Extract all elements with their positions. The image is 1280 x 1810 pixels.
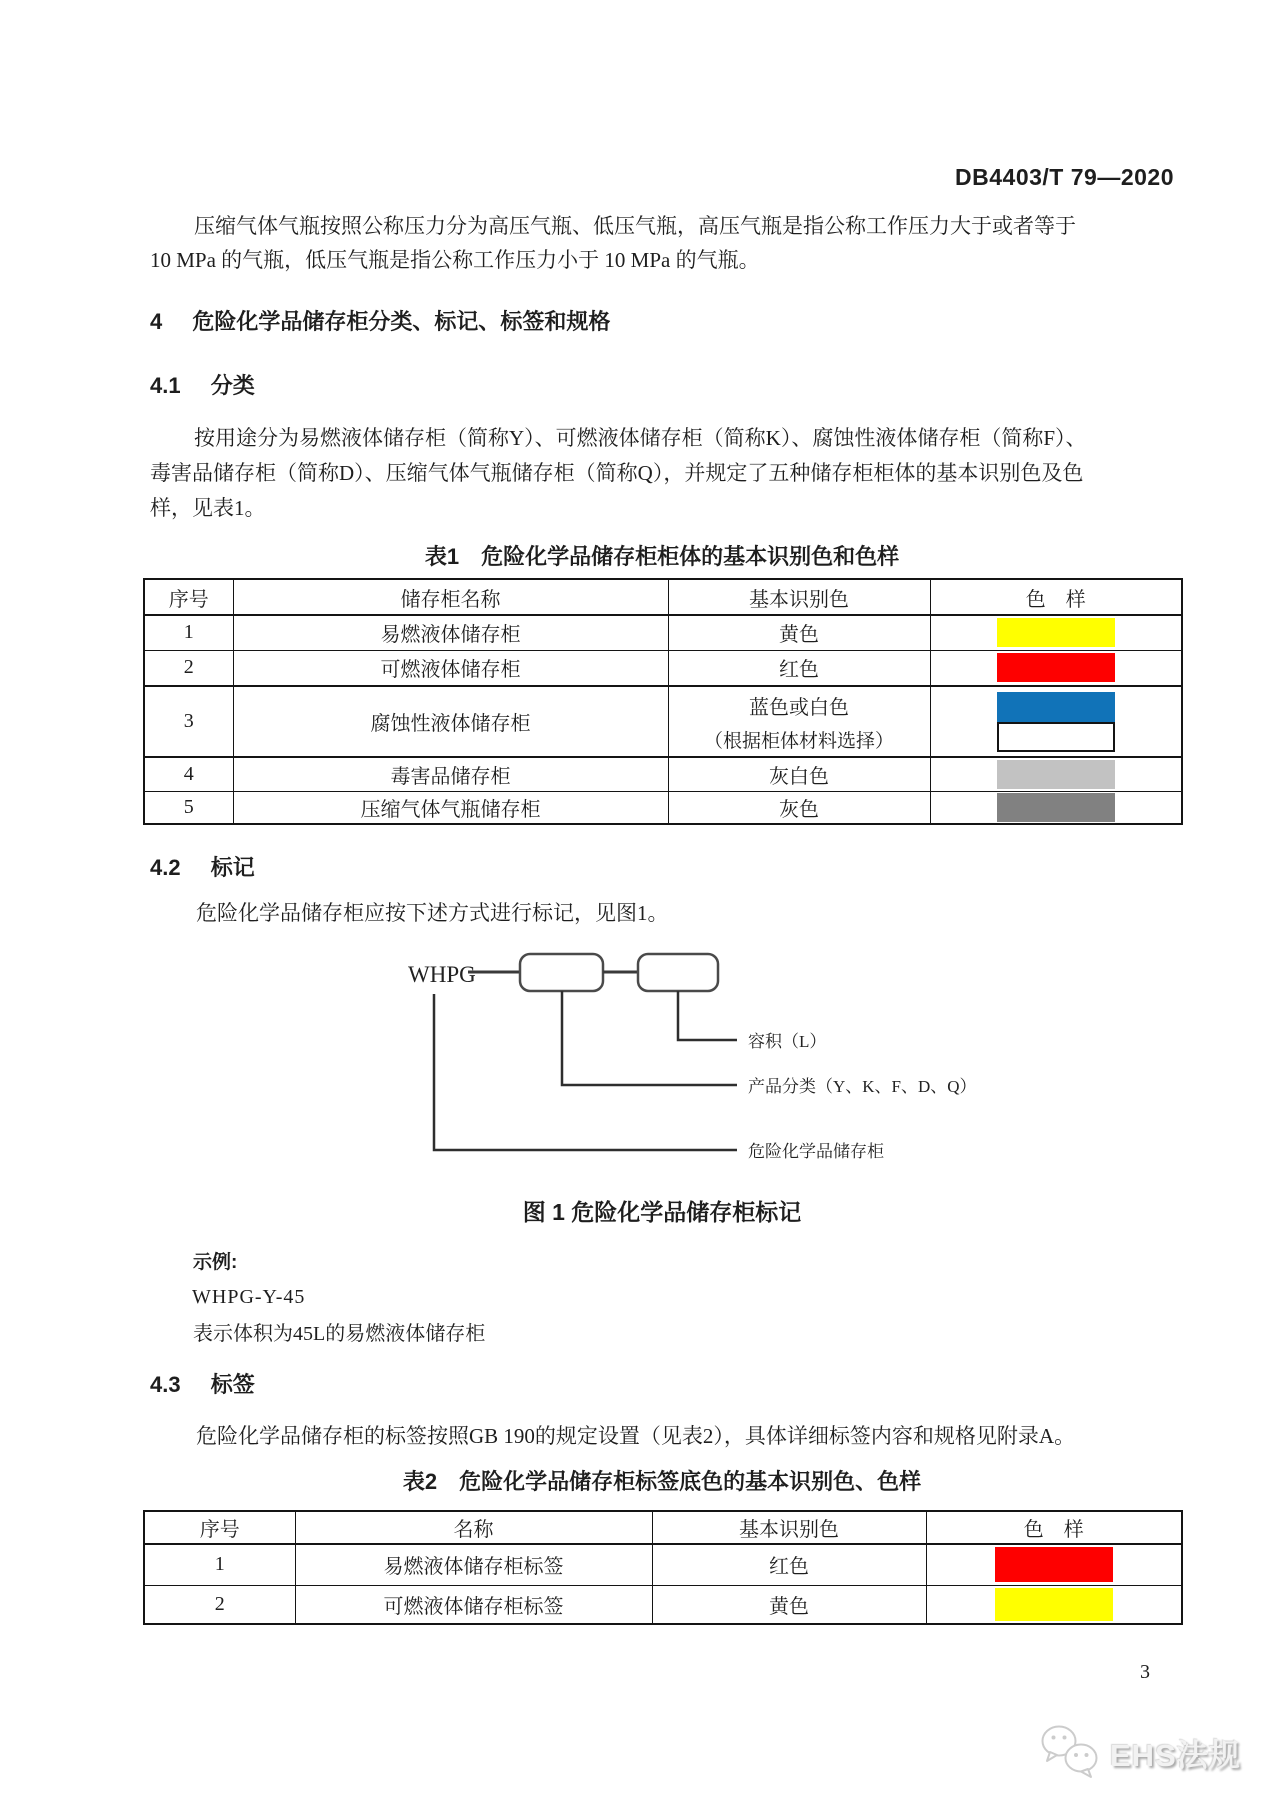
table1-r4-no: 4 [144,757,233,791]
table2-r1-no: 1 [144,1544,295,1585]
table1-r1-color: 黄色 [668,615,930,650]
classification-line-1: 按用途分为易燃液体储存柜（简称Y）、可燃液体储存柜（简称K）、腐蚀性液体储存柜（简称F）、 [194,426,1087,450]
figure1-whpg-label: WHPG [408,962,476,987]
section-4-1-number: 4.1 [150,373,181,398]
table2-r1-swatch-cell [926,1544,1182,1585]
table2-r1-color: 红色 [652,1544,926,1585]
table-row [144,791,1182,824]
section-4-2-number: 4.2 [150,855,181,880]
table1-r1-name: 易燃液体储存柜 [233,615,668,650]
table-row [144,1544,1182,1585]
figure1-caption: 图 1 危险化学品储存柜标记 [522,1199,802,1225]
label-paragraph: 危险化学品储存柜的标签按照GB 190的规定设置（见表2），具体详细标签内容和规格见附录A。 [196,1424,1076,1448]
table1-r2-swatch-cell [930,650,1182,686]
table2-r2-no: 2 [144,1585,295,1624]
intro-line-2: 10 MPa 的气瓶，低压气瓶是指公称工作压力小于 10 MPa 的气瓶。 [150,248,760,272]
table1-r2-no: 2 [144,650,233,686]
table1-r5-swatch-cell [930,791,1182,824]
table-row [144,686,1182,757]
table1-r3-color-line1: 蓝色或白色 [749,696,849,719]
intro-paragraph [150,209,1182,277]
classification-line-3: 样，见表1。 [150,496,266,520]
leader-line-cabinet [434,994,737,1150]
example-label: 示例: [193,1252,238,1273]
table-row [144,757,1182,791]
table1 [143,578,1183,825]
color-swatch-yellow [997,618,1115,647]
table1-header-no: 序号 [144,579,233,615]
table1-r5-color: 灰色 [668,791,930,824]
color-swatch-blue [997,692,1115,722]
table1-r3-color-line2: （根据柜体材料选择） [703,730,894,752]
section-4-3-number: 4.3 [150,1372,181,1397]
section-4-2-title: 标记 [210,855,255,880]
section-4-2-heading [150,851,255,882]
table1-r3-name: 腐蚀性液体储存柜 [233,686,668,757]
table1-header-row [144,579,1182,615]
standard-code: DB4403/T 79—2020 [955,164,1174,190]
table-row [144,650,1182,686]
table-row [144,1585,1182,1624]
table2-header-color: 基本识别色 [652,1511,926,1544]
section-4-heading [150,305,610,336]
table2-header-swatch: 色 样 [926,1511,1182,1544]
table2-r1-name: 易燃液体储存柜标签 [295,1544,652,1585]
table1-header-name: 储存柜名称 [233,579,668,615]
section-4-1-title: 分类 [210,373,255,398]
leader-line-category [562,991,737,1085]
table1-r3-swatch-cell [930,686,1182,757]
table2 [143,1510,1183,1625]
example-code: WHPG-Y-45 [192,1286,306,1308]
table1-r1-no: 1 [144,615,233,650]
watermark [1038,1722,1241,1782]
table1-r3-no: 3 [144,686,233,757]
page-number: 3 [1140,1661,1150,1683]
table1-r4-swatch-cell [930,757,1182,791]
table1-r5-no: 5 [144,791,233,824]
table1-header-color: 基本识别色 [668,579,930,615]
table2-header-name: 名称 [295,1511,652,1544]
figure1-label-category: 产品分类（Y、K、F、D、Q） [748,1077,977,1096]
table1-r3-color [668,686,930,757]
table1-r2-color: 红色 [668,650,930,686]
section-4-number: 4 [150,309,163,334]
table-row [144,615,1182,650]
table1-header-swatch: 色 样 [930,579,1182,615]
table2-r2-name: 可燃液体储存柜标签 [295,1585,652,1624]
color-swatch-white [997,722,1115,752]
color-swatch-gray [997,793,1115,822]
example-description: 表示体积为45L的易燃液体储存柜 [193,1323,486,1345]
table2-header-row [144,1511,1182,1544]
table1-r1-swatch-cell [930,615,1182,650]
color-swatch-yellow [995,1588,1113,1621]
table1-r4-color: 灰白色 [668,757,930,791]
table1-r2-name: 可燃液体储存柜 [233,650,668,686]
marking-paragraph: 危险化学品储存柜应按下述方式进行标记，见图1。 [196,901,669,925]
color-swatch-red [995,1547,1113,1582]
leader-line-volume [678,991,737,1040]
classification-paragraph [150,421,1182,526]
figure1-label-cabinet: 危险化学品储存柜 [748,1142,884,1161]
table2-title: 表2 危险化学品储存柜标签底色的基本识别色、色样 [402,1469,922,1494]
figure1-label-volume: 容积（L） [748,1032,827,1051]
table1-r5-name: 压缩气体气瓶储存柜 [233,791,668,824]
section-4-title: 危险化学品储存柜分类、标记、标签和规格 [192,309,611,334]
section-4-3-title: 标签 [210,1372,255,1397]
section-4-1-heading [150,369,255,400]
wechat-icon [1038,1724,1102,1780]
table1-title: 表1 危险化学品储存柜柜体的基本识别色和色样 [424,544,900,569]
table2-header-no: 序号 [144,1511,295,1544]
figure1-box-category [520,954,603,991]
watermark-text: EHS法规 [1110,1737,1241,1773]
color-swatch-red [997,653,1115,682]
table2-r2-swatch-cell [926,1585,1182,1624]
figure1-diagram [330,936,1010,1176]
figure1-box-volume [638,954,718,991]
classification-line-2: 毒害品储存柜（简称D）、压缩气体气瓶储存柜（简称Q），并规定了五种储存柜柜体的基本识别色及色 [150,461,1084,485]
table2-r2-color: 黄色 [652,1585,926,1624]
section-4-3-heading [150,1368,255,1399]
intro-line-1: 压缩气体气瓶按照公称压力分为高压气瓶、低压气瓶，高压气瓶是指公称工作压力大于或者等于 [194,214,1076,238]
table1-r4-name: 毒害品储存柜 [233,757,668,791]
color-swatch-lightgray [997,760,1115,789]
